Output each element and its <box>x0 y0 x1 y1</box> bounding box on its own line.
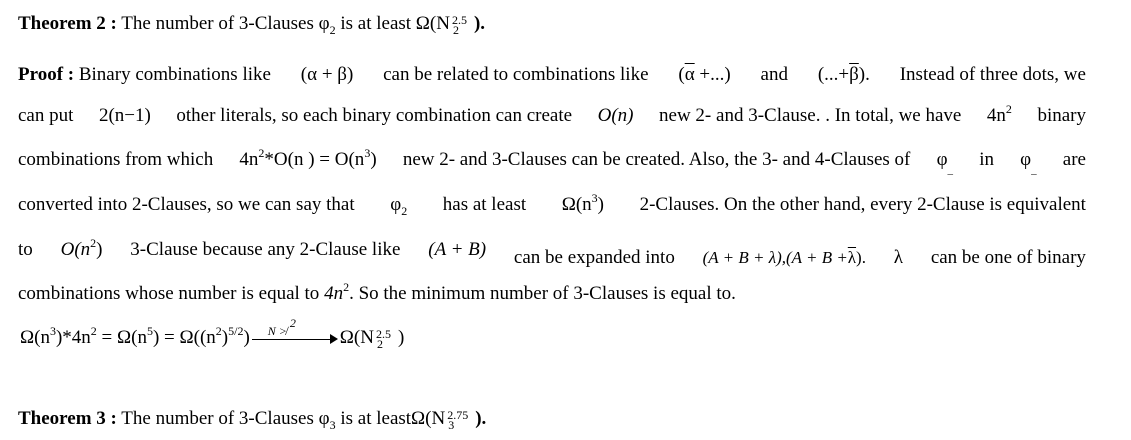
four-n-squared-expr: $4n^2$ <box>324 280 350 304</box>
phi-symbol: $\varphi_{\_}$ <box>1020 149 1037 176</box>
proof-text: . So the minimum number of 3-Clauses is equal to. <box>349 283 736 304</box>
proof-text: new 2- and 3-Clause. . In total, we have <box>659 105 962 126</box>
proof-text: can be expanded into <box>513 247 675 268</box>
theorem-2-text: The number of 3-Clauses <box>121 13 314 34</box>
proof-line-2 <box>18 104 1086 128</box>
theorem-3-phi: $\varphi_3$ <box>318 408 336 432</box>
proof-text: can put <box>18 105 74 126</box>
implies-arrow <box>252 315 338 349</box>
proof-text: binary <box>1037 105 1086 126</box>
proof-text: has at least <box>442 194 527 215</box>
phi-symbol: $\varphi_{\_}$ <box>936 149 954 176</box>
expansion-expr: $(A + B + \lambda),(A + B +\overline{\lambda})$. <box>702 248 866 267</box>
proof-text: and <box>760 64 788 85</box>
proof-text: in <box>979 149 994 170</box>
proof-text: other literals, so each binary combination can create <box>176 105 573 126</box>
proof-text: can be one of binary <box>930 247 1086 268</box>
lambda-symbol: λ <box>893 247 903 268</box>
theorem-3-line <box>18 407 486 432</box>
theorem-2-label: Theorem 2 : <box>18 13 117 34</box>
theorem-2-line <box>18 12 485 37</box>
proof-text: to <box>18 239 33 260</box>
proof-label-group: Proof : Binary combinations like <box>18 64 271 85</box>
proof-text: 3-Clause because any 2-Clause like <box>130 239 401 260</box>
proof-line-5 <box>18 236 1086 268</box>
a-plus-b-expr: (A + B) <box>428 239 487 260</box>
arrow-label: N ≯ $^2$ <box>267 315 296 338</box>
theorem-3-text: The number of 3-Clauses <box>121 408 314 429</box>
theorem-3-label: Theorem 3 : <box>18 408 117 429</box>
product-expr: $4n^2*O(n$ ) = $O(n^3)$ <box>239 146 377 170</box>
theorem-3-mid: is at least <box>340 408 412 429</box>
literal-count-expr: 2(n−1) <box>98 105 151 126</box>
alpha-bar-expr: ($\overline{\alpha}$ +...) <box>678 64 731 85</box>
proof-text: can be related to combinations like <box>383 64 649 85</box>
theorem-2-bound: Ω(N 2.5 $_2$ ). <box>415 13 486 37</box>
theorem-2-phi: $\varphi_2$ <box>318 13 336 37</box>
proof-text: are <box>1062 149 1086 170</box>
theorem-2-mid: is at least <box>340 13 412 34</box>
proof-text: 2-Clauses. On the other hand, every 2-Clause is equivalent <box>639 194 1086 215</box>
result-bound: Ω(N 2.5 $_2$ ) <box>339 327 405 351</box>
four-n-squared-expr: $4n^2$ <box>986 102 1012 126</box>
omega-n-cubed-expr: $\Omega(n^3)$ <box>561 191 604 215</box>
proof-line-3 <box>18 148 1086 174</box>
big-o-n-squared-expr: $O(n^2)$ <box>60 236 103 260</box>
proof-label: Proof : <box>18 64 75 85</box>
proof-text: combinations whose number is equal to <box>18 283 320 304</box>
proof-line-1 <box>18 63 1086 87</box>
proof-text: new 2- and 3-Clauses can be created. Also, the 3- and 4-Clauses of <box>402 149 911 170</box>
beta-bar-expr: $(...+\overline{\beta})$. <box>817 64 870 85</box>
proof-text: combinations from which <box>18 149 214 170</box>
big-o-n-expr: O(n) <box>597 105 634 126</box>
proof-text: Instead of three dots, we <box>899 64 1086 85</box>
binary-combination-expr: (α + β) <box>300 64 354 85</box>
bound-equation: $\Omega(n^3)*4n^2 = \Omega(n^5) = \Omega((n^2)^{5/2})$ N ≯ $^2$ Ω(N 2.5 $_2$ ) <box>20 315 405 351</box>
theorem-3-bound: Ω(N 2.75 $_3$ ). <box>411 408 487 432</box>
proof-line-4 <box>18 193 1086 217</box>
phi-2-symbol: $\varphi_2$ <box>390 194 408 218</box>
proof-text: converted into 2-Clauses, so we can say that <box>18 194 355 215</box>
proof-line-6 <box>18 282 736 306</box>
